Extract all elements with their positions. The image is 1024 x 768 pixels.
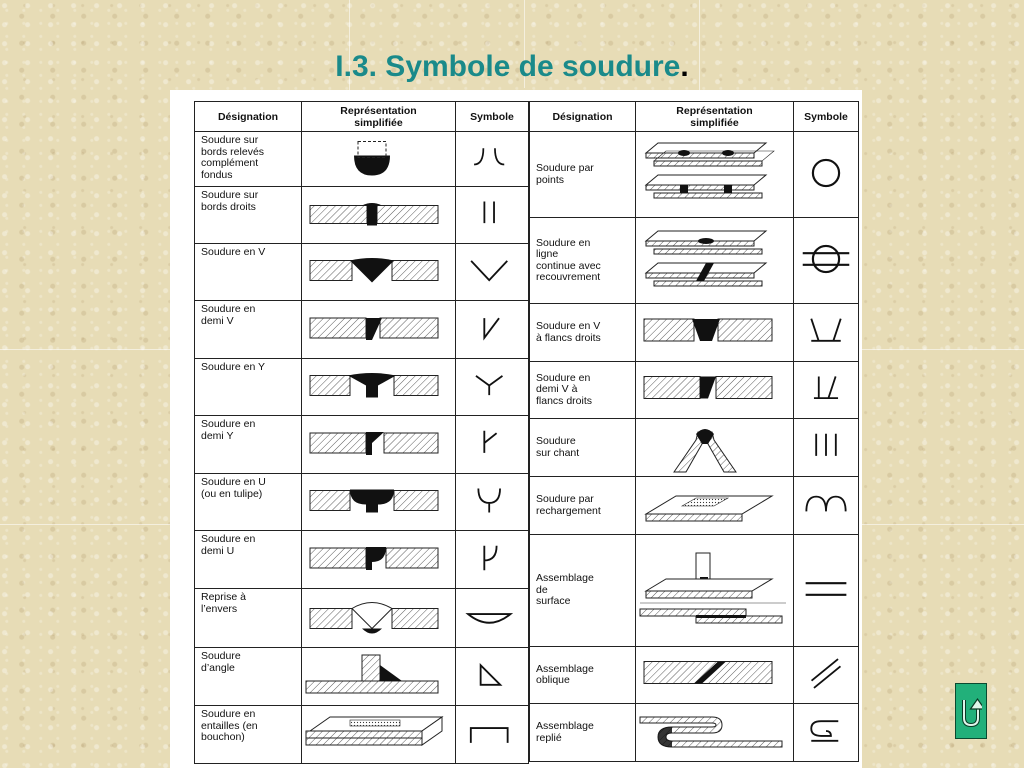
weld-representation-figure xyxy=(302,474,452,527)
table-row xyxy=(530,535,859,647)
table-row xyxy=(195,589,529,648)
table-row xyxy=(195,187,529,244)
designation-cell: Soudure sur bords relevés complément fondus xyxy=(195,132,302,187)
return-arrow-icon xyxy=(960,694,982,728)
designation-cell: Soudure en demi V à flancs droits xyxy=(530,362,636,419)
table-row xyxy=(195,132,529,187)
table-header-row xyxy=(530,102,859,132)
bords-releves-symbol xyxy=(456,132,520,183)
u-symbol xyxy=(456,474,520,527)
representation-cell xyxy=(302,301,456,359)
symbol-cell xyxy=(456,132,529,187)
weld-representation-figure xyxy=(302,706,452,760)
symbol-cell xyxy=(456,531,529,589)
header-symbol: Symbole xyxy=(794,102,859,132)
designation-cell: Soudure par rechargement xyxy=(530,477,636,535)
y-symbol xyxy=(456,359,520,412)
symbol-cell xyxy=(794,647,859,704)
symbol-cell xyxy=(794,132,859,218)
designation-cell: Soudure en V xyxy=(195,244,302,301)
representation-cell xyxy=(302,589,456,648)
representation-cell xyxy=(302,187,456,244)
left-weld-table xyxy=(194,101,529,764)
header-designation: Désignation xyxy=(530,102,636,132)
weld-representation-figure xyxy=(302,301,452,355)
table-row xyxy=(530,477,859,535)
representation-cell xyxy=(636,419,794,477)
table-row xyxy=(195,706,529,764)
table-row xyxy=(530,419,859,477)
designation-cell: Soudure en ligne continue avec recouvrement xyxy=(530,218,636,304)
weld-representation-figure xyxy=(302,132,452,183)
v-flancs-symbol xyxy=(794,304,858,358)
weld-representation-figure xyxy=(636,218,786,300)
designation-cell: Soudure d’angle xyxy=(195,648,302,706)
designation-cell: Soudure en demi V xyxy=(195,301,302,359)
weld-representation-figure xyxy=(636,535,786,643)
demi-v-flancs-symbol xyxy=(794,362,858,415)
table-header-row xyxy=(195,102,529,132)
table-row xyxy=(195,648,529,706)
table-row xyxy=(195,301,529,359)
table-row xyxy=(530,647,859,704)
symbol-cell xyxy=(794,704,859,762)
triangle-symbol xyxy=(456,648,520,702)
symbol-cell xyxy=(456,187,529,244)
designation-cell: Assemblage replié xyxy=(530,704,636,762)
return-button[interactable] xyxy=(955,683,987,739)
table-row xyxy=(195,531,529,589)
oblique-symbol xyxy=(794,647,858,700)
bouchon-symbol xyxy=(456,706,520,760)
designation-cell: Soudure en demi U xyxy=(195,531,302,589)
replie-symbol xyxy=(794,704,858,758)
weld-representation-figure xyxy=(636,419,786,473)
symbol-cell xyxy=(794,218,859,304)
designation-cell: Soudure en demi Y xyxy=(195,416,302,474)
weld-representation-figure xyxy=(302,531,452,585)
table-row xyxy=(530,704,859,762)
demi-y-symbol xyxy=(456,416,520,470)
symbol-cell xyxy=(456,648,529,706)
slide-title-text: I.3. Symbole de soudure xyxy=(335,50,681,83)
header-symbol: Symbole xyxy=(456,102,529,132)
table-row xyxy=(530,304,859,362)
representation-cell xyxy=(636,304,794,362)
header-representation: Représentation simplifiée xyxy=(636,102,794,132)
table-row xyxy=(195,416,529,474)
designation-cell: Soudure en V à flancs droits xyxy=(530,304,636,362)
symbol-cell xyxy=(794,535,859,647)
weld-representation-figure xyxy=(302,187,452,240)
weld-representation-figure xyxy=(636,132,786,214)
weld-representation-figure xyxy=(636,704,786,758)
symbol-cell xyxy=(456,589,529,648)
representation-cell xyxy=(636,132,794,218)
representation-cell xyxy=(636,477,794,535)
weld-representation-figure xyxy=(302,416,452,470)
representation-cell xyxy=(636,218,794,304)
weld-representation-figure xyxy=(302,589,452,644)
designation-cell: Soudure par points xyxy=(530,132,636,218)
weld-representation-figure xyxy=(636,362,786,415)
representation-cell xyxy=(302,132,456,187)
symbol-cell xyxy=(794,477,859,535)
representation-cell xyxy=(302,531,456,589)
symbol-cell xyxy=(794,362,859,419)
symbol-cell xyxy=(456,474,529,531)
designation-cell: Assemblage oblique xyxy=(530,647,636,704)
circle-lines-symbol xyxy=(794,218,858,300)
representation-cell xyxy=(302,706,456,764)
designation-cell: Soudure en U (ou en tulipe) xyxy=(195,474,302,531)
representation-cell xyxy=(302,244,456,301)
double-bar-symbol xyxy=(456,187,520,240)
designation-cell: Soudure sur bords droits xyxy=(195,187,302,244)
table-row xyxy=(195,359,529,416)
table-row xyxy=(530,362,859,419)
symbol-cell xyxy=(456,706,529,764)
representation-cell xyxy=(302,648,456,706)
weld-representation-figure xyxy=(302,648,452,702)
header-representation: Représentation simplifiée xyxy=(302,102,456,132)
circle-symbol xyxy=(794,132,858,214)
table-row xyxy=(530,132,859,218)
header-designation: Désignation xyxy=(195,102,302,132)
symbol-cell xyxy=(456,244,529,301)
table-row xyxy=(530,218,859,304)
weld-representation-figure xyxy=(302,244,452,297)
representation-cell xyxy=(636,535,794,647)
table-row xyxy=(195,474,529,531)
designation-cell: Reprise à l’envers xyxy=(195,589,302,648)
triple-bar-symbol xyxy=(794,419,858,473)
v-symbol xyxy=(456,244,520,297)
designation-cell: Soudure en Y xyxy=(195,359,302,416)
designation-cell: Soudure en entailles (en bouchon) xyxy=(195,706,302,764)
representation-cell xyxy=(636,704,794,762)
weld-representation-figure xyxy=(636,647,786,700)
weld-representation-figure xyxy=(302,359,452,412)
designation-cell: Assemblage de surface xyxy=(530,535,636,647)
weld-symbol-sheet xyxy=(170,90,862,768)
symbol-cell xyxy=(794,419,859,477)
rechargement-symbol xyxy=(794,477,858,531)
weld-representation-figure xyxy=(636,304,786,358)
demi-u-symbol xyxy=(456,531,520,585)
symbol-cell xyxy=(794,304,859,362)
symbol-cell xyxy=(456,359,529,416)
representation-cell xyxy=(302,474,456,531)
symbol-cell xyxy=(456,301,529,359)
double-line-symbol xyxy=(794,535,858,643)
right-weld-table xyxy=(529,101,859,762)
slide-title-period: . xyxy=(680,50,689,83)
designation-cell: Soudure sur chant xyxy=(530,419,636,477)
weld-representation-figure xyxy=(636,477,786,531)
representation-cell xyxy=(302,359,456,416)
slide-title xyxy=(0,50,1024,84)
demi-v-symbol xyxy=(456,301,520,355)
table-row xyxy=(195,244,529,301)
representation-cell xyxy=(636,362,794,419)
representation-cell xyxy=(302,416,456,474)
representation-cell xyxy=(636,647,794,704)
reprise-symbol xyxy=(456,589,520,644)
symbol-cell xyxy=(456,416,529,474)
